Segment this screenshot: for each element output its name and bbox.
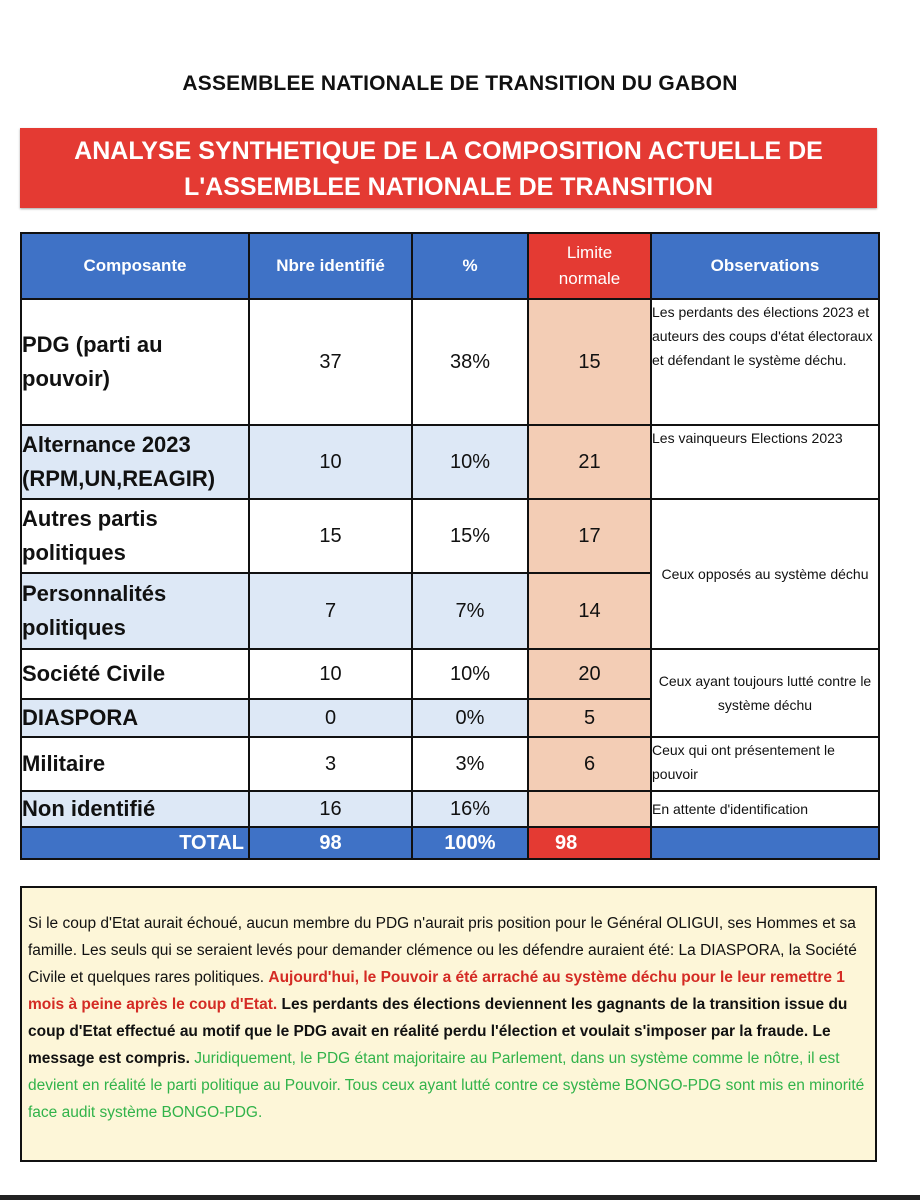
row-name: Alternance 2023 (RPM,UN,REAGIR) (21, 425, 249, 499)
row-name: Militaire (21, 737, 249, 791)
banner-line-2: L'ASSEMBLEE NATIONALE DE TRANSITION (183, 173, 714, 201)
row-nbre: 15 (249, 499, 412, 573)
analysis-banner (20, 128, 877, 208)
table-row (21, 791, 879, 827)
bottom-border (0, 1195, 920, 1200)
row-nbre: 3 (249, 737, 412, 791)
row-percent: 0% (412, 699, 528, 737)
row-limit: 14 (528, 573, 651, 649)
row-percent: 10% (412, 425, 528, 499)
total-row (21, 827, 879, 859)
row-limit (528, 791, 651, 827)
row-name: Non identifié (21, 791, 249, 827)
row-nbre: 37 (249, 299, 412, 425)
header-composante: Composante (21, 233, 249, 299)
row-nbre: 10 (249, 425, 412, 499)
row-observation: Les vainqueurs Elections 2023 (651, 425, 879, 499)
total-observation-empty (651, 827, 879, 859)
commentary-intro: Si le coup d'Etat aurait échoué, aucun membre du PDG n'aurait pris position pour le Général OLIGUI, ses Hommes et sa famille. Les seuls qui se seraient levés pour demander clémence ou les défendre auraient été: La DIASPORA, la Société Civile et quelques rares politiques. (28, 915, 857, 986)
row-percent: 15% (412, 499, 528, 573)
row-limit: 15 (528, 299, 651, 425)
row-name: Autres partis politiques (21, 499, 249, 573)
row-percent: 3% (412, 737, 528, 791)
total-percent: 100% (412, 827, 528, 859)
row-limit: 5 (528, 699, 651, 737)
row-percent: 7% (412, 573, 528, 649)
banner-line-1: ANALYSE SYNTHETIQUE DE LA COMPOSITION ACTUELLE DE (74, 137, 823, 165)
row-name: DIASPORA (21, 699, 249, 737)
header-limit-line-2: normale (558, 269, 621, 288)
total-nbre: 98 (249, 827, 412, 859)
commentary-green-statement: Juridiquement, le PDG étant majoritaire au Parlement, dans un système comme le nôtre, il est devient en réalité le parti politique au Pouvoir. Tous ceux ayant lutté contre ce système BONGO-PDG sont mis en minorité face audit système BONGO-PDG. (28, 1050, 865, 1121)
total-label: TOTAL (21, 827, 249, 859)
row-percent: 16% (412, 791, 528, 827)
table-header-row (21, 233, 879, 299)
row-observation: Ceux opposés au système déchu (651, 499, 879, 649)
row-percent: 38% (412, 299, 528, 425)
total-limit: 98 (528, 827, 651, 859)
row-limit: 6 (528, 737, 651, 791)
row-nbre: 10 (249, 649, 412, 699)
row-limit: 21 (528, 425, 651, 499)
row-name: Personnalités politiques (21, 573, 249, 649)
table-row (21, 649, 879, 699)
row-nbre: 0 (249, 699, 412, 737)
table-row (21, 425, 879, 499)
commentary-red-statement: Aujourd'hui, le Pouvoir a été arraché au système déchu pour le leur remettre 1 mois à peine après le coup d'Etat. (28, 969, 845, 1013)
row-name: PDG (parti au pouvoir) (21, 299, 249, 425)
row-limit: 20 (528, 649, 651, 699)
row-limit: 17 (528, 499, 651, 573)
row-nbre: 16 (249, 791, 412, 827)
header-limit-line-1: Limite (566, 243, 613, 262)
header-percent: % (412, 233, 528, 299)
composition-table (20, 232, 880, 860)
row-observation: Les perdants des élections 2023 et auteurs des coups d'état électoraux et défendant le système déchu. (651, 299, 879, 425)
row-observation: Ceux qui ont présentement le pouvoir (651, 737, 879, 791)
header-limit (528, 233, 651, 299)
table-row (21, 737, 879, 791)
table-row (21, 499, 879, 573)
row-percent: 10% (412, 649, 528, 699)
row-observation: En attente d'identification (651, 791, 879, 827)
commentary-box (20, 886, 877, 1162)
row-name: Société Civile (21, 649, 249, 699)
header-observations: Observations (651, 233, 879, 299)
row-nbre: 7 (249, 573, 412, 649)
header-nbre: Nbre identifié (249, 233, 412, 299)
commentary-bold-statement: Les perdants des élections deviennent les gagnants de la transition issue du coup d'Etat effectué au motif que le PDG avait en réalité perdu l'élection et voulait s'imposer par la fraude. Le message est compris. (28, 996, 848, 1067)
table-row (21, 299, 879, 425)
row-observation: Ceux ayant toujours lutté contre le système déchu (651, 649, 879, 737)
document-title: ASSEMBLEE NATIONALE DE TRANSITION DU GABON (182, 72, 738, 95)
